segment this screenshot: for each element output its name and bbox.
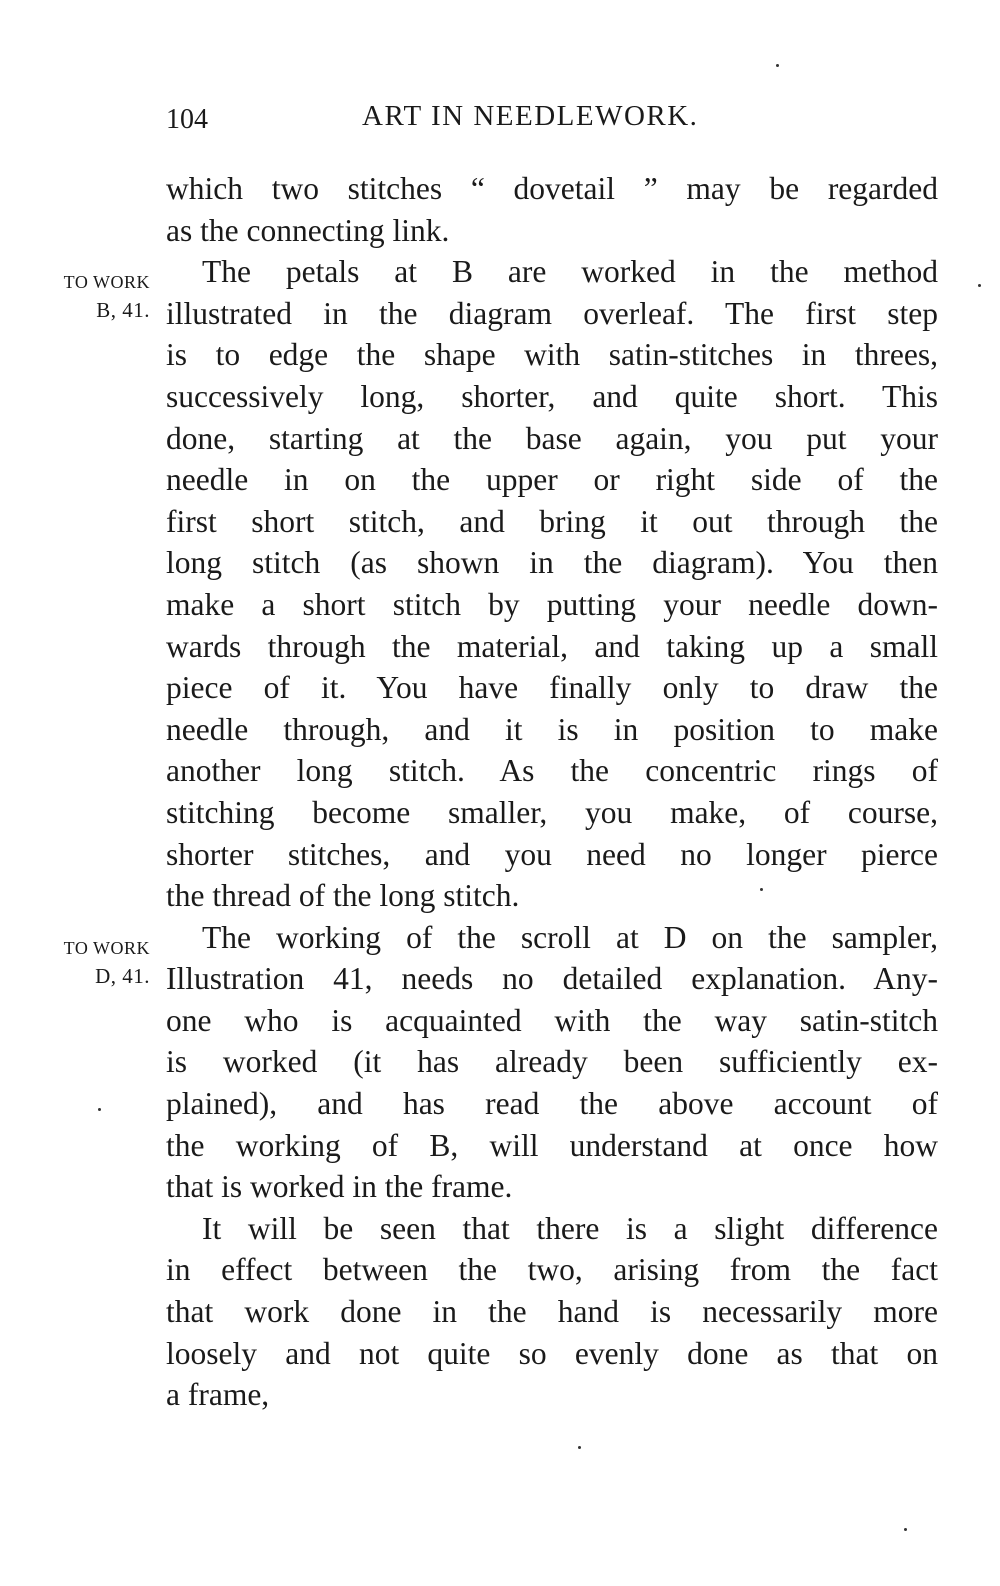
print-speck: [760, 888, 763, 891]
running-head: ART IN NEEDLEWORK.: [362, 100, 699, 132]
print-speck: [98, 1108, 101, 1111]
sidenote-to-work-b: [30, 268, 150, 324]
text-line: in effect between the two, arising from the fact: [166, 1252, 938, 1288]
text-line: loosely and not quite so evenly done as that on: [166, 1335, 938, 1371]
sidenote-to-work-d: [30, 934, 150, 990]
text-line: piece of it. You have finally only to draw the: [166, 670, 938, 706]
print-speck: [578, 1446, 581, 1449]
text-line: illustrated in the diagram overleaf. The first step: [166, 295, 938, 331]
text-line: plained), and has read the above account of: [166, 1086, 938, 1122]
print-speck: [978, 284, 981, 287]
text-line: make a short stitch by putting your needle down-: [166, 586, 938, 622]
body-text: [166, 168, 938, 1416]
text-line: that is worked in the frame.: [166, 1169, 513, 1205]
sidenote-label: TO WORK: [63, 272, 150, 292]
print-speck: [904, 1528, 907, 1531]
text-line: The petals at B are worked in the method: [202, 254, 938, 290]
print-speck: [776, 64, 779, 67]
text-line: The working of the scroll at D on the sampler,: [202, 919, 938, 955]
text-line: which two stitches “ dovetail ” may be regarded: [166, 171, 938, 206]
text-line: wards through the material, and taking up a small: [166, 628, 938, 664]
sidenote-ref: B, 41.: [96, 298, 150, 322]
text-line: another long stitch. As the concentric rings of: [166, 753, 938, 789]
text-line: needle through, and it is in position to make: [166, 711, 938, 747]
sidenote-label: TO WORK: [63, 938, 150, 958]
text-line: It will be seen that there is a slight difference: [202, 1210, 938, 1246]
text-line: first short stitch, and bring it out through the: [166, 503, 938, 539]
text-line: as the connecting link.: [166, 212, 450, 248]
text-line: one who is acquainted with the way satin-stitch: [166, 1002, 938, 1038]
text-line: done, starting at the base again, you put your: [166, 420, 938, 456]
text-line: is to edge the shape with satin-stitches in threes,: [166, 337, 938, 373]
text-line: the thread of the long stitch.: [166, 878, 520, 914]
text-line: long stitch (as shown in the diagram). You then: [166, 545, 938, 581]
text-line: successively long, shorter, and quite short. This: [166, 378, 938, 414]
text-line: needle in on the upper or right side of the: [166, 462, 938, 498]
text-line: shorter stitches, and you need no longer pierce: [166, 836, 938, 872]
text-line: that work done in the hand is necessarily more: [166, 1294, 938, 1330]
text-line: stitching become smaller, you make, of course,: [166, 794, 938, 830]
page-number: 104: [166, 104, 208, 135]
text-line: is worked (it has already been sufficiently ex-: [166, 1044, 938, 1080]
text-line: a frame,: [166, 1377, 270, 1413]
text-line: Illustration 41, needs no detailed explanation. Any-: [166, 961, 938, 997]
text-line: the working of B, will understand at once how: [166, 1127, 938, 1163]
sidenote-ref: D, 41.: [95, 964, 150, 988]
